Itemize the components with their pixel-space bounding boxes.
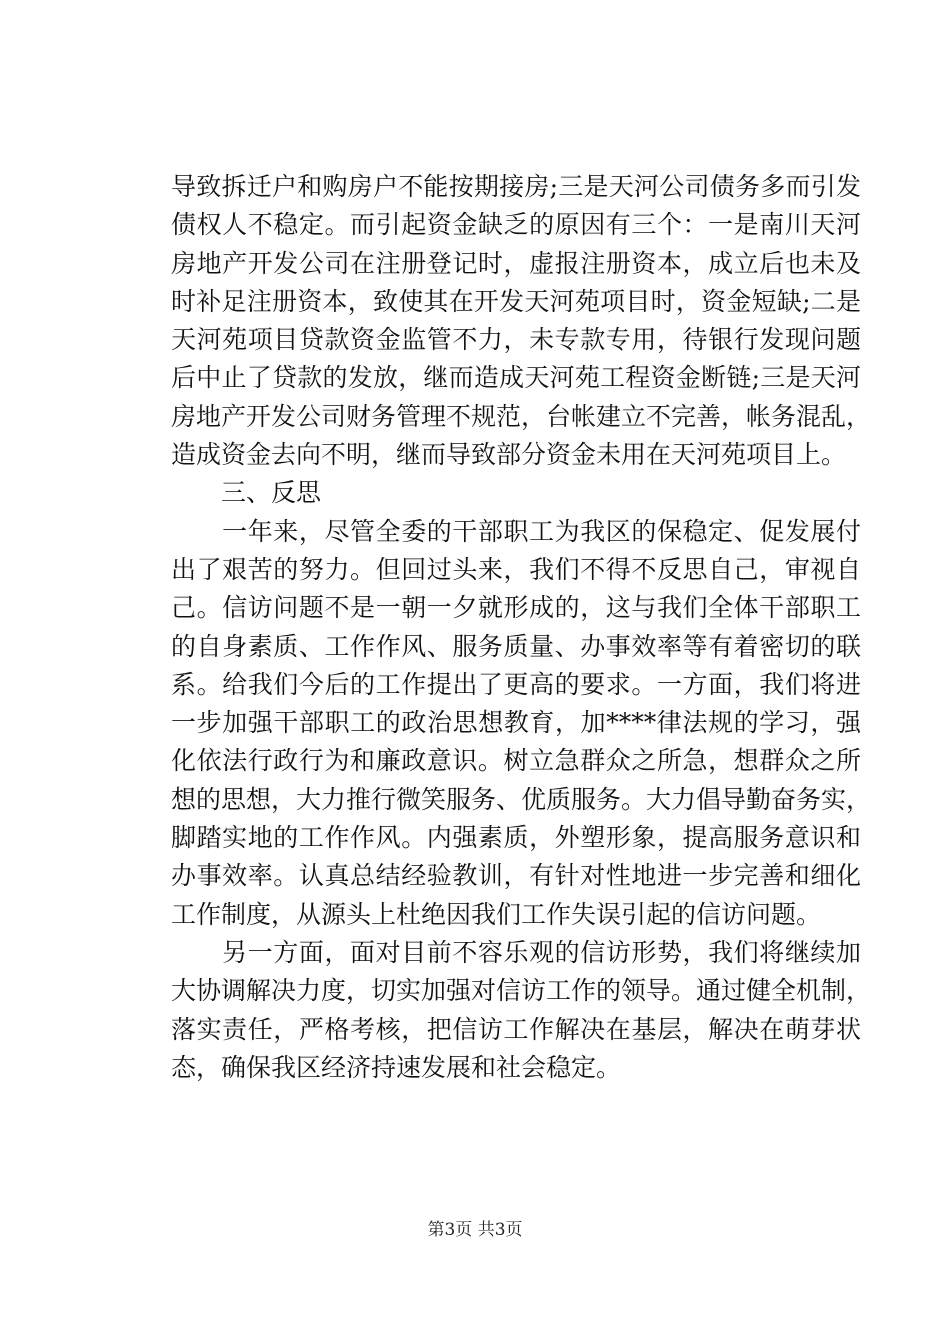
text-line: 大协调解决力度，切实加强对信访工作的领导。通过健全机制， (171, 976, 872, 1006)
text-line: 己。信访问题不是一朝一夕就形成的，这与我们全体干部职工 (171, 593, 861, 623)
text-line: 态，确保我区经济持速发展和社会稳定。 (171, 1052, 622, 1082)
text-line: 时补足注册资本，致使其在开发天河苑项目时，资金短缺;二是 (171, 286, 861, 316)
text-line: 另一方面，面对目前不容乐观的信访形势，我们将继续加 (171, 937, 861, 967)
text-line: 一年来，尽管全委的干部职工为我区的保稳定、促发展付 (171, 516, 861, 546)
text-line: 的自身素质、工作作风、服务质量、办事效率等有着密切的联 (171, 631, 861, 661)
text-line: 化依法行政行为和廉政意识。树立急群众之所急，想群众之所 (171, 746, 861, 776)
text-line: 债权人不稳定。而引起资金缺乏的原因有三个：一是南川天河 (171, 210, 861, 240)
text-line: 造成资金去向不明，继而导致部分资金未用在天河苑项目上。 (171, 440, 847, 470)
text-line: 系。给我们今后的工作提出了更高的要求。一方面，我们将进 (171, 669, 861, 699)
text-line: 想的思想，大力推行微笑服务、优质服务。大力倡导勤奋务实， (171, 784, 872, 814)
page-number-footer: 第3页 共3页 (427, 1220, 523, 1240)
text-line: 落实责任，严格考核，把信访工作解决在基层，解决在萌芽状 (171, 1014, 861, 1044)
text-line: 导致拆迁户和购房户不能按期接房;三是天河公司债务多而引发 (171, 172, 861, 201)
document-body (171, 168, 872, 1087)
section-heading: 三、反思 (171, 478, 322, 508)
text-line: 办事效率。认真总结经验教训，有针对性地进一步完善和细化 (171, 861, 861, 891)
text-line: 天河苑项目贷款资金监管不力，未专款专用，待银行发现问题 (171, 325, 861, 355)
text-line: 房地产开发公司在注册登记时，虚报注册资本，成立后也未及 (171, 248, 861, 278)
text-line: 工作制度，从源头上杜绝因我们工作失误引起的信访问题。 (171, 899, 822, 929)
text-line: 一步加强干部职工的政治思想教育，加****律法规的学习，强 (171, 708, 861, 738)
text-line: 房地产开发公司财务管理不规范，台帐建立不完善，帐务混乱， (171, 401, 872, 431)
text-line: 出了艰苦的努力。但回过头来，我们不得不反思自己，审视自 (171, 554, 861, 584)
text-line: 脚踏实地的工作作风。内强素质，外塑形象，提高服务意识和 (171, 823, 861, 853)
text-line: 后中止了贷款的发放，继而造成天河苑工程资金断链;三是天河 (171, 363, 861, 393)
